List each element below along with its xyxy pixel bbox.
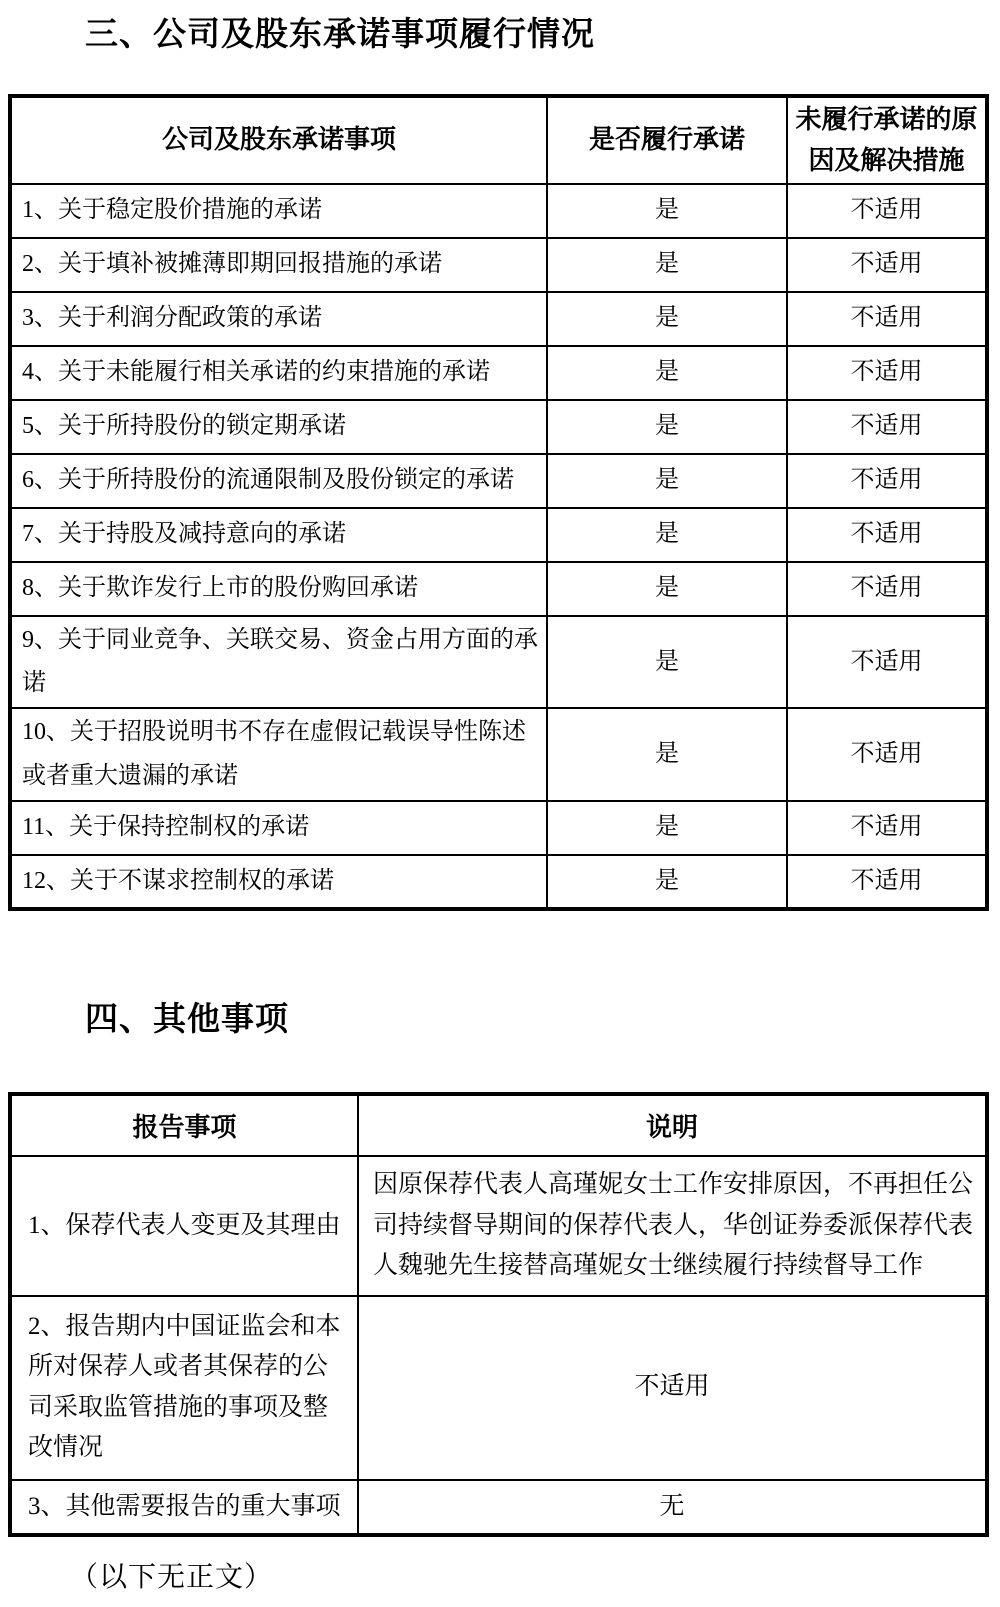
commitment-item-cell: 12、关于不谋求控制权的承诺 — [10, 855, 547, 909]
commitment-row — [10, 400, 987, 454]
reason-cell: 不适用 — [787, 616, 987, 708]
col-header-commitment-item: 公司及股东承诺事项 — [10, 96, 547, 184]
other-matters-table-body — [10, 1156, 987, 1535]
commitments-table — [8, 94, 989, 911]
commitment-row — [10, 184, 987, 238]
commitment-row — [10, 454, 987, 508]
fulfilled-cell: 是 — [547, 801, 787, 855]
commitment-item-cell: 7、关于持股及减持意向的承诺 — [10, 508, 547, 562]
report-note-cell: 因原保荐代表人高瑾妮女士工作安排原因，不再担任公司持续督导期间的保荐代表人，华创证券委派保荐代表人魏驰先生接替高瑾妮女士继续履行持续督导工作 — [358, 1156, 987, 1296]
commitments-header-row — [10, 96, 987, 184]
fulfilled-cell: 是 — [547, 616, 787, 708]
report-matter-row — [10, 1296, 987, 1480]
reason-cell: 不适用 — [787, 508, 987, 562]
report-item-cell: 2、报告期内中国证监会和本所对保荐人或者其保荐的公司采取监管措施的事项及整改情况 — [10, 1296, 358, 1480]
report-note-cell: 无 — [358, 1480, 987, 1536]
commitment-item-cell: 4、关于未能履行相关承诺的约束措施的承诺 — [10, 346, 547, 400]
fulfilled-cell: 是 — [547, 562, 787, 616]
reason-cell: 不适用 — [787, 708, 987, 800]
fulfilled-cell: 是 — [547, 292, 787, 346]
other-matters-table — [8, 1092, 989, 1537]
fulfilled-cell: 是 — [547, 508, 787, 562]
reason-cell: 不适用 — [787, 292, 987, 346]
reason-cell: 不适用 — [787, 801, 987, 855]
reason-cell: 不适用 — [787, 400, 987, 454]
commitment-item-cell: 8、关于欺诈发行上市的股份购回承诺 — [10, 562, 547, 616]
fulfilled-cell: 是 — [547, 855, 787, 909]
report-note-cell: 不适用 — [358, 1296, 987, 1480]
commitment-item-cell: 11、关于保持控制权的承诺 — [10, 801, 547, 855]
commitments-table-body — [10, 184, 987, 909]
col-header-report-item: 报告事项 — [10, 1094, 358, 1156]
commitment-item-cell: 1、关于稳定股价措施的承诺 — [10, 184, 547, 238]
report-matter-row — [10, 1156, 987, 1296]
end-of-text-note: （以下无正文） — [70, 1562, 274, 1593]
section4-heading: 四、其他事项 — [85, 1000, 289, 1037]
commitment-row — [10, 562, 987, 616]
other-matters-header-row — [10, 1094, 987, 1156]
report-item-cell: 3、其他需要报告的重大事项 — [10, 1480, 358, 1536]
commitment-item-cell: 10、关于招股说明书不存在虚假记载误导性陈述或者重大遗漏的承诺 — [10, 708, 547, 800]
commitment-row — [10, 708, 987, 800]
reason-cell: 不适用 — [787, 855, 987, 909]
commitment-item-cell: 9、关于同业竞争、关联交易、资金占用方面的承诺 — [10, 616, 547, 708]
col-header-reason: 未履行承诺的原因及解决措施 — [787, 96, 987, 184]
reason-cell: 不适用 — [787, 184, 987, 238]
commitment-row — [10, 855, 987, 909]
commitment-item-cell: 3、关于利润分配政策的承诺 — [10, 292, 547, 346]
col-header-fulfilled: 是否履行承诺 — [547, 96, 787, 184]
reason-cell: 不适用 — [787, 346, 987, 400]
fulfilled-cell: 是 — [547, 184, 787, 238]
commitment-item-cell: 6、关于所持股份的流通限制及股份锁定的承诺 — [10, 454, 547, 508]
commitment-row — [10, 238, 987, 292]
fulfilled-cell: 是 — [547, 346, 787, 400]
reason-cell: 不适用 — [787, 562, 987, 616]
commitment-row — [10, 801, 987, 855]
commitment-item-cell: 2、关于填补被摊薄即期回报措施的承诺 — [10, 238, 547, 292]
col-header-explanation: 说明 — [358, 1094, 987, 1156]
commitment-item-cell: 5、关于所持股份的锁定期承诺 — [10, 400, 547, 454]
commitment-row — [10, 346, 987, 400]
commitment-row — [10, 292, 987, 346]
report-item-cell: 1、保荐代表人变更及其理由 — [10, 1156, 358, 1296]
fulfilled-cell: 是 — [547, 454, 787, 508]
reason-cell: 不适用 — [787, 238, 987, 292]
reason-cell: 不适用 — [787, 454, 987, 508]
fulfilled-cell: 是 — [547, 708, 787, 800]
commitment-row — [10, 616, 987, 708]
fulfilled-cell: 是 — [547, 238, 787, 292]
section3-heading: 三、公司及股东承诺事项履行情况 — [85, 15, 595, 52]
fulfilled-cell: 是 — [547, 400, 787, 454]
commitment-row — [10, 508, 987, 562]
report-matter-row — [10, 1480, 987, 1536]
